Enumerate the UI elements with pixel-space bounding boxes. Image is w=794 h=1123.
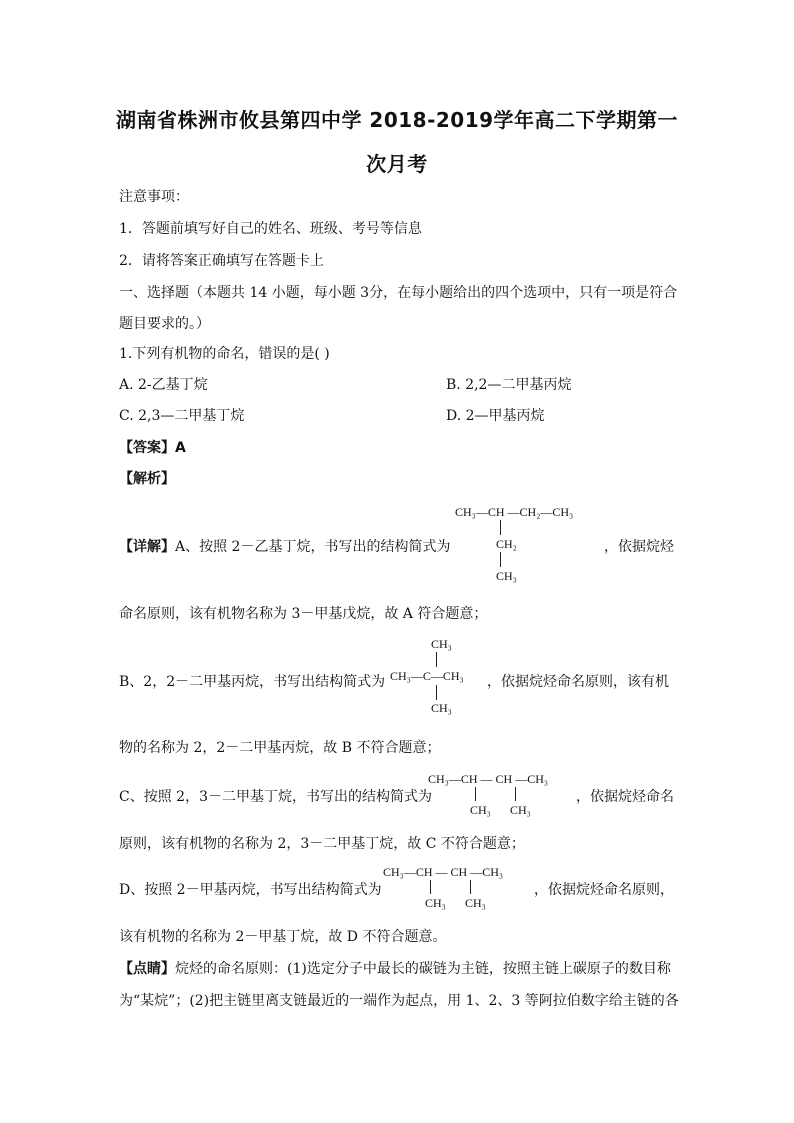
formula-a-branch-ch2: CH₂	[496, 537, 517, 551]
notes-heading: 注意事项：	[119, 189, 189, 205]
tip-line1	[119, 958, 671, 978]
formula-a-main-chain: CH₃—CH —CH₂—CH₃	[455, 505, 574, 519]
tip-label: 【点睛】	[119, 961, 175, 977]
detail-c-text: C、按照 2，3－二甲基丁烷，书写出的结构简式为	[119, 789, 432, 805]
formula-b-bottom: CH₃	[431, 701, 452, 715]
formula-a-branch-ch3: CH₃	[496, 569, 517, 583]
formula-c-branch-2: CH₃	[510, 803, 531, 817]
option-b: B. 2,2—二甲基丙烷	[446, 377, 572, 393]
section-instructions-line2: 题目要求的。）	[119, 316, 210, 332]
analysis-label: 【解析】	[119, 471, 175, 487]
detail-a-after: ，依据烷烃	[604, 539, 674, 555]
formula-d-main-chain: CH₃—CH — CH —CH₃	[383, 865, 504, 879]
formula-b-top: CH₃	[431, 637, 452, 651]
formula-d-branch-2: CH₃	[465, 896, 486, 910]
formula-d-bond-2	[470, 880, 471, 894]
formula-a-bond-2	[500, 552, 501, 567]
option-d: D. 2—甲基丙烷	[446, 408, 545, 424]
formula-c-main-chain: CH₃—CH — CH —CH₃	[428, 772, 549, 786]
detail-label: 【详解】	[119, 539, 175, 555]
detail-b-text: B、2，2－二甲基丙烷，书写出结构简式为	[119, 674, 386, 690]
detail-b-line2: 物的名称为 2，2－二甲基丙烷，故 B 不符合题意；	[119, 740, 441, 756]
detail-a-line2: 命名原则，该有机物名称为 3－甲基戊烷，故 A 符合题意；	[119, 606, 488, 622]
page-title-line1: 湖南省株洲市攸县第四中学 2018-2019学年高二下学期第一	[115, 108, 679, 132]
answer-line: 【答案】A	[119, 440, 186, 456]
tip-text: 烷烃的命名原则：(1)选定分子中最长的碳链为主链，按照主链上碳原子的数目称	[175, 961, 671, 977]
detail-a-line1	[119, 536, 450, 556]
formula-c-branch-1: CH₃	[470, 803, 491, 817]
formula-b-main: CH₃—C—CH₃	[390, 669, 464, 683]
detail-d-line2: 该有机物的名称为 2－甲基丁烷，故 D 不符合题意。	[119, 929, 447, 945]
detail-c-after: ，依据烷烃命名	[576, 789, 674, 805]
formula-a-bond	[500, 520, 501, 535]
tip-line2: 为“某烷”；(2)把主链里离支链最近的一端作为起点，用 1、2、3 等阿拉伯数字给主链的各	[119, 993, 679, 1009]
detail-d-after: ，依据烷烃命名原则，	[534, 882, 674, 898]
formula-c-bond-2	[515, 787, 516, 801]
detail-a-text: A、按照 2－乙基丁烷，书写出的结构简式为	[175, 539, 451, 555]
page-title-line2: 次月考	[366, 152, 428, 176]
detail-d-text: D、按照 2－甲基丙烷，书写出结构简式为	[119, 882, 382, 898]
formula-b-bond-bottom	[436, 685, 437, 700]
section-instructions-line1: 一、选择题（本题共 14 小题，每小题 3分，在每小题给出的四个选项中，只有一项是符合	[119, 285, 678, 301]
option-c: C. 2,3—二甲基丁烷	[119, 408, 245, 424]
detail-b-after: ，依据烷烃命名原则，该有机	[487, 674, 669, 690]
notes-item-1: 1．答题前填写好自己的姓名、班级、考号等信息	[119, 221, 422, 237]
detail-c-line2: 原则，该有机物的名称为 2，3－二甲基丁烷，故 C 不符合题意；	[119, 836, 525, 852]
formula-c-bond-1	[475, 787, 476, 801]
formula-d-bond-1	[430, 880, 431, 894]
question-stem: 1.下列有机物的命名，错误的是( )	[119, 346, 330, 362]
option-a: A. 2-乙基丁烷	[119, 377, 208, 393]
notes-item-2: 2．请将答案正确填写在答题卡上	[119, 253, 324, 269]
formula-b-bond-top	[436, 652, 437, 667]
formula-d-branch-1: CH₃	[425, 896, 446, 910]
